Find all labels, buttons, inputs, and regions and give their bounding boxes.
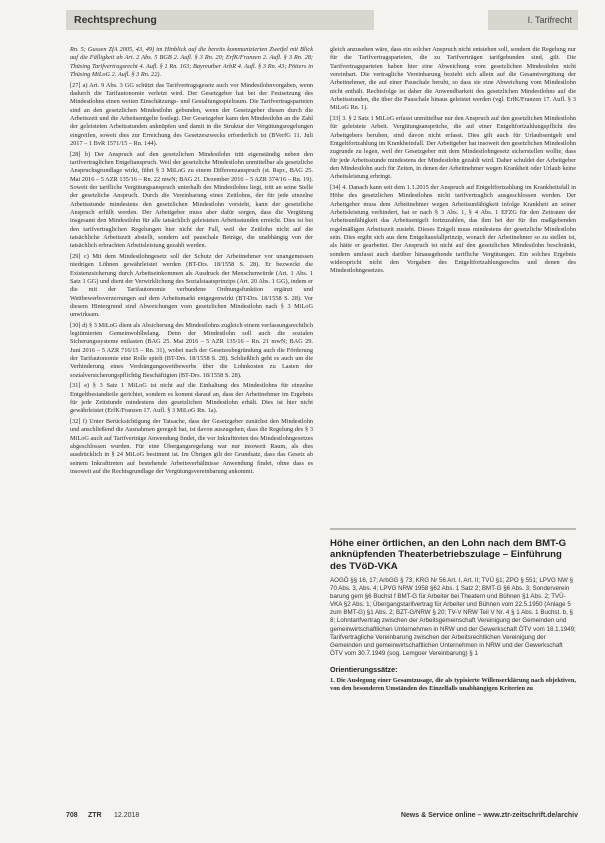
paragraph xyxy=(330,115,576,182)
norms-list: AOGÖ §§ 16, 17; ArbGG § 73; KRG Nr 56 Art. I, Art. II; TVÜ §1; ZPO § 551; LPVG NW § 70 Abs. 3, Abs. 4; LPVG NRW 1958 §62 Abs. 1 Satz 2; BMT-G §6 Abs. 3; Sonderverein barung gem §6 Buchst f BMT-G für Arbeiter bei Theatern und Bühnen §1 Abs. 2; TVÜ-VKA §2 Abs. 1; Übergangstarifvertrag für Arbeiter und Bühnen vom 22.5.1950 (Anlage 5 zum BMT-G) §1 Abs. 2; BZT-G/NRW § 20; TV-V NRW Teil V Nr. 4 § 1 Abs. 1 Buchst. b, § 8; Lohntarifvertrag zwischen der Arbeitsgemeinschaft Vereinigung der Gemeinden und gemeinwirtschaftlichen Unternehmen in NRW und der Gewerkschaft ÖTV vom 18.1.1949; Tarifvertragliche Vereinbarung zwischen der Arbeitsrechtlichen Vereinigung der Gemeinden und gemeinwirtschaftlichen Unternehmen in NRW und der Gewerkschaft ÖTV vom 30.7.1949 (sog. Lemgoer Vereinbarung) § 1 xyxy=(330,577,576,657)
paragraph-marker: [27] xyxy=(70,81,81,89)
paragraph-text: d) § 3 MiLoG dient als Absicherung des Mindestlohns zugleich einem verfassungsrechtlich legitimierten Gemeinwohlbelang. Denn der Mindestlohn soll auch die sozialen Sicherungssysteme entlasten (BAG 25. Mai 2016 – 5 AZR 135/16 – Rn. 21 mwN; BAG 29. Juni 2016 – 5 AZR 716/15 – Rn. 31), wobei nach der Gesetzesbegründung auch die Förderung der Tarifautonomie eine Rolle spielt (BT-Drs. 18/1558 S. 28). Schließlich geht es auch um die Verhinderung eines Verdrängungswettbewerbs über die Lohnkosten zu Lasten der sozialversicherungspflichtig Beschäftigten (BT-Drs. 18/1558 S. 28). xyxy=(70,321,313,379)
guiding-principles-heading: Orientierungssätze: xyxy=(330,664,398,674)
journal-issue: 12.2018 xyxy=(114,812,140,819)
paragraph-marker: [28] xyxy=(70,150,81,158)
paragraph xyxy=(70,151,313,251)
paragraph-marker: [29] xyxy=(70,252,81,260)
paragraph xyxy=(70,322,313,380)
paragraph xyxy=(70,46,313,79)
paragraph-marker: [30] xyxy=(70,321,81,329)
paragraph xyxy=(70,82,313,149)
left-column xyxy=(70,46,313,479)
right-column xyxy=(330,46,576,278)
paragraph xyxy=(330,46,576,113)
paragraph xyxy=(70,253,313,320)
category-label: I. Tarifrecht xyxy=(488,10,578,30)
paragraph-text: c) Mit dem Mindestlohngesetz soll der Schutz der Arbeitnehmer vor unangemessen niedrigen Löhnen gewährleistet werden (BT-Drs. 18/1558 S. 28). Er bezweckt die Existenzsicherung durch Arbeitseinkommen als Ausdruck der Menschenwürde (Art. 1 Abs. 1 Satz 1 GG) und dient der Verwirklichung des Sozialstaatsprinzips (Art. 20 Abs. 1 GG), indem er die mit der Tarifautonomie verbundene Ordnungsfunktion ergänzt und Wettbewerbsverzerrungen auf dem Arbeitsmarkt entgegenwirkt (BT-Drs. 18/1558 S. 28). Vor diesem Hintergrund sind Abweichungen vom gesetzlichen Mindestlohn nach § 3 MiLoG unwirksam. xyxy=(70,252,313,319)
paragraph-text: f) Unter Berücksichtigung der Tatsache, dass der Gesetzgeber zunächst den Mindestlohn und anschließend die Ausnahmen geregelt hat, ist davon auszugehen, dass die Regelung des § 3 MiLoG auch auf Tarifverträge Anwendung findet, die vor Inkrafttreten des Mindestlohngesetzes abgeschlossen wurden. Für eine Übergangsregelung war nur insoweit Raum, als dies ausdrücklich in § 24 MiLoG bestimmt ist. Im Übrigen gilt der Grundsatz, dass das Gesetz ab seinem Inkrafttreten auf bestehende Arbeitsverhältnisse Anwendung findet, ohne dass es insoweit auf die Rechtsgrundlage der Vergütungsvereinbarung ankommt. xyxy=(70,417,313,475)
page-header xyxy=(66,10,578,32)
case-title: Höhe einer örtlichen, an den Lohn nach dem BMT-G anknüpfenden Theaterbetriebszulage – Einführung des TVöD-VKA xyxy=(330,538,567,572)
paragraph-text: Rn. 5; Gussen ZfA 2005, 43, 49) im Hinblick auf die bereits kommunizierten Zweifel mit Blick auf die Fälligkeit ab Art. 2 Abs. 5 BGB 2. Aufl. § 3 Rn. 20; ErfK/Franzen 2. Aufl. § 3 Rn. 28; Thüsing Tarifvertragsrecht 4. Aufl. § 1 Rn. 163; Bayreuther ArbR 4. Aufl. § 3 Rn. 43; Pötters in Thüsing MiLoG 2. Aufl. § 3 Rn. 22). xyxy=(70,46,313,79)
paragraph-text: 4. Danach kann seit dem 1.1.2015 der Anspruch auf Entgeltfortzahlung im Krankheitsfall in Höhe des gesetzlichen Mindestlohns nicht tarifvertraglich ausgeschlossen werden. Der Arbeitgeber muss dem Arbeitnehmer wegen Arbeitsunfähigkeit infolge Krankheit an seiner Arbeitsleistung verhindert, hat er nach § 3 Abs. 1, § 4 Abs. 1 EFZG für den Zeitraum der Arbeitsunfähigkeit das Arbeitsentgelt fortzuzahlen, das ihm bei der für ihn maßgebenden regelmäßigen Arbeitszeit zusteht. Dieses Entgelt muss mindestens der gesetzliche Mindestlohn sein. Dies ergibt sich aus dem Entgeltausfallprinzip, wonach der Arbeitnehmer so zu stellen ist, als hätte er gearbeitet. Der Anspruch ist nicht auf den gesetzlichen Mindestlohn beschränkt, sondern umfasst auch darüber hinausgehende tarifliche Vergütungen. Ein solches Ergebnis widerspricht nicht den Vorgaben des Entgeltfortzahlungsrechts und denen des Mindestlohngesetzes. xyxy=(330,183,576,275)
paragraph-marker: [31] xyxy=(70,382,81,390)
paragraph-text: gleich anzusehen wäre, dass ein solcher Anspruch nicht entstehen soll, sondern die Regelung nur für die Tarifvertragsparteien, die zu Tarifverträgen tarifgebunden sind, gilt. Die Tarifvertragsparteien haben hier eine Abweichung vom gesetzlichen Mindestlohn nicht vereinbart. Die vertragliche Vereinbarung bezieht sich allein auf die Gesamtvergütung der Arbeitnehmer, die auf einer Pauschale beruht, so dass sie eine Abweichung vom Mindestlohn nicht enthält. Rechtsfolge ist daher die Anwendbarkeit des gesetzlichen Mindestlohns auf die Arbeitsstunden, die über die Pauschale hinaus geleistet werden (vgl. ErfK/Franzen 17. Aufl. § 3 MiLoG Rn. 1). xyxy=(330,46,576,112)
paragraph-text: b) Der Anspruch auf den gesetzlichen Mindestlohn tritt eigenständig neben den tarifvertraglichen Entgeltanspruch. Weil der gesetzliche Mindestlohn unmittelbar als gesetzliche Anspruchsgrundlage wirkt, führt § 3 MiLoG zu einem Differenzanspruch (st. Rspr., BAG 25. Mai 2016 – 5 AZR 135/16 – Rn. 22 mwN; BAG 21. Dezember 2016 – 5 AZR 374/16 – Rn. 19). Soweit der tarifliche Vergütungsanspruch unterhalb des Mindestlohns liegt, tritt an seine Stelle der gesetzliche Anspruch. Durch die Vereinbarung eines Zeitlohns, der für jede einzelne Arbeitsstunde mindestens den gesetzlichen Mindestlohn vorsieht, kann der gesetzliche Anspruch erfüllt werden. Der Arbeitgeber muss aber dafür sorgen, dass die Vergütung insgesamt den Mindestlohn für alle tatsächlich geleisteten Arbeitsstunden erreicht. Dies ist bei den tarifvertraglichen Regelungen hier nicht der Fall, weil der Zeitlohn nicht auf die tatsächliche Arbeitszeit abstellt, sondern auf pauschale Beträge, die unabhängig von der tatsächlich erbrachten Arbeitsleistung gezahlt werden. xyxy=(70,150,313,250)
paragraph xyxy=(70,382,313,415)
case-summary-box xyxy=(330,528,576,693)
news-service-link[interactable]: News & Service online – www.ztr-zeitschrift.de/archiv xyxy=(400,812,578,819)
paragraph xyxy=(330,184,576,276)
journal-name: ZTR xyxy=(88,812,102,819)
section-title: Rechtsprechung xyxy=(66,10,374,30)
paragraph-marker: [33] xyxy=(330,114,341,122)
paragraph xyxy=(70,418,313,476)
page-footer xyxy=(66,812,578,826)
paragraph-text: e) § 3 Satz 1 MiLoG ist nicht auf die Einhaltung des Mindestlohns für einzelne Entgeltbestandteile gerichtet, sondern es kommt darauf an, dass der Arbeitnehmer im Ergebnis für jede Zeitstunde mindestens den gesetzlichen Mindestlohn erhält. Dies ist hier nicht gewährleistet (ErfK/Franzen 17. Aufl. § 3 MiLoG Rn. 1a). xyxy=(70,382,313,415)
paragraph-text: 3. § 2 Satz 1 MiLoG erfasst unmittelbar nur den Anspruch auf den gesetzlichen Mindestlohn für geleistete Arbeit. Vergütungsansprüche, die auf einer Entgeltfortzahlungspflicht des Arbeitgebers beruhen, sind davon nicht erfasst. Dies gilt auch für Urlaubsentgelt und Entgeltfortzahlung im Krankheitsfall. Der Arbeitgeber hat insoweit den gesetzlichen Mindestlohn zugrunde zu legen, weil der Gesetzgeber mit dem Mindestlohngesetz sicherstellen wollte, dass für jede Arbeitsstunde mindestens der Mindestlohn gezahlt wird. Daher schuldet der Arbeitgeber den Mindestlohn auch für Zeiten, in denen der Arbeitnehmer wegen Krankheit oder Urlaub keine Arbeitsleistung erbringt. xyxy=(330,114,576,181)
paragraph-marker: [32] xyxy=(70,417,81,425)
paragraph-marker: [34] xyxy=(330,183,341,191)
page-number: 708 xyxy=(66,812,78,819)
guiding-principle-text: 1. Die Auslegung einer Gesamtzusage, die als typisierte Willenserklärung nach objektiven, von den besonderen Umständen des Einzelfalls unabhängigen Kriterien zu xyxy=(330,676,576,693)
paragraph-text: a) Art. 9 Abs. 3 GG schützt das Tarifvertragsgesetz auch vor Mindestlohnvorgaben, wenn dadurch die Tarifautonomie verletzt wird. Der Gesetzgeber hat bei der Festsetzung des Mindestlohns einen weiten Einschätzungs- und Gestaltungsspielraum. Die Tarifvertragsparteien sind an den gesetzlichen Mindestlohn gebunden, wenn der Gesetzgeber diesen durch die Arbeitszeit und die Arbeitsentgelte festlegt. Der Gesetzgeber kann den Mindestlohn an die Zahl der geleisteten Arbeitsstunden anknüpfen und damit in die Struktur der Vergütungsregelungen eingreifen, soweit dies zur Erreichung des Gesetzeszwecks erforderlich ist (BVerfG 11. Juli 2017 – 1 BvR 1571/15 – Rn. 144). xyxy=(70,81,313,147)
